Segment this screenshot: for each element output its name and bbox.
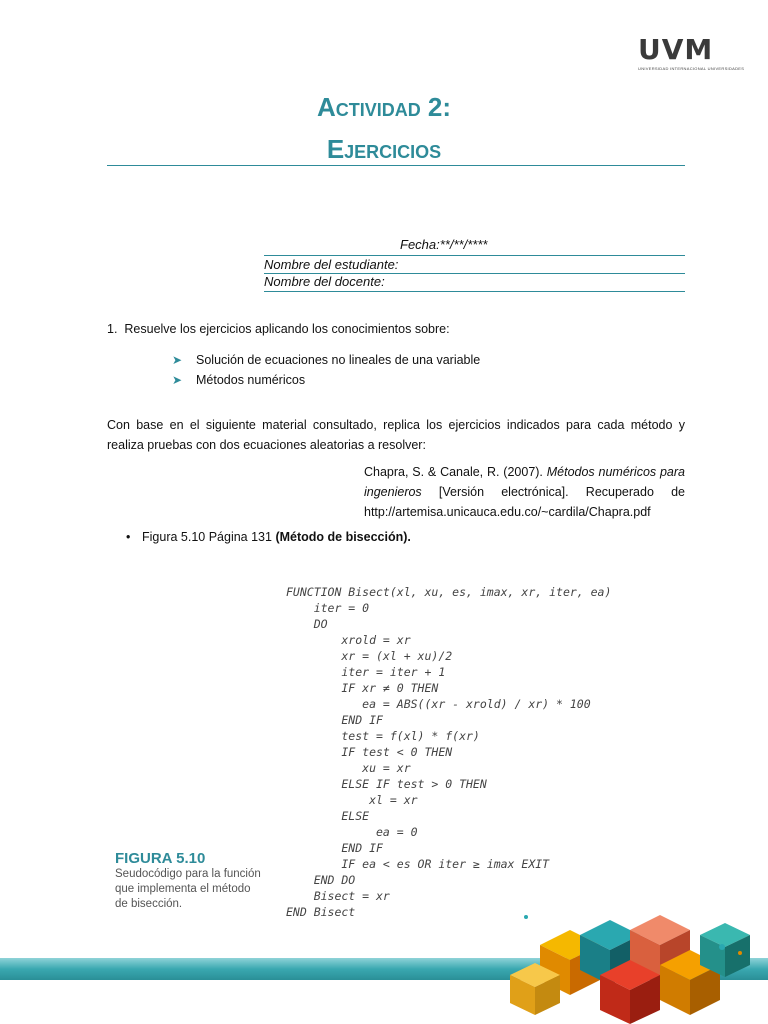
figure-list-item: [126, 530, 411, 544]
bullet-icon: •: [126, 530, 131, 544]
question-number: 1.: [107, 322, 118, 336]
list-item: ➤ Solución de ecuaciones no lineales de una variable: [172, 353, 481, 367]
logo-subtitle: UNIVERSIDAD INTERNACIONAL UNIVERSIDADES: [638, 66, 745, 71]
code-line: iter = iter + 1: [286, 665, 446, 679]
code-line: Bisect = xr: [286, 889, 390, 903]
code-line: END IF: [286, 841, 383, 855]
pseudocode-block: [286, 584, 611, 920]
code-line: ELSE IF test > 0 THEN: [286, 777, 487, 791]
form-line: [264, 291, 685, 292]
code-line: END Bisect: [286, 905, 356, 919]
arrow-bullet-icon: ➤: [172, 373, 183, 387]
code-line: ELSE: [286, 809, 370, 823]
instructions-paragraph: Con base en el siguiente material consultado, replica los ejercicios indicados para cada método y realiza pruebas con dos ecuaciones aleatorias a resolver:: [107, 418, 685, 452]
code-line: END IF: [286, 713, 383, 727]
decorative-cubes-graphic: [500, 905, 768, 1024]
title-divider: [107, 165, 685, 166]
code-line: IF test < 0 THEN: [286, 745, 453, 759]
page-title: Actividad 2:: [316, 92, 452, 122]
topic-list: [172, 350, 480, 390]
reference-rest: [Versión electrónica]. Recuperado de http://artemisa.unicauca.edu.co/~cardila/Chapra.pdf: [364, 485, 685, 519]
reference: [364, 462, 685, 522]
figure-caption-desc: Seudocódigo para la función que implementa el método de bisección.: [115, 868, 261, 910]
uvm-logo: [638, 33, 745, 72]
code-line: ea = ABS((xr - xrold) / xr) * 100: [286, 697, 591, 711]
figure-caption: [115, 850, 265, 912]
code-line: END DO: [286, 873, 356, 887]
code-line: DO: [286, 617, 328, 631]
teacher-name-label: Nombre del docente:: [264, 274, 385, 289]
code-line: FUNCTION Bisect(xl, xu, es, imax, xr, iter, ea): [286, 585, 612, 599]
code-line: xrold = xr: [286, 633, 411, 647]
code-line: xr = (xl + xu)/2: [286, 649, 453, 663]
figure-caption-title: FIGURA 5.10: [115, 850, 206, 867]
student-name-label: Nombre del estudiante:: [264, 257, 399, 272]
list-item: ➤ Métodos numéricos: [172, 373, 306, 387]
arrow-bullet-icon: ➤: [172, 353, 183, 367]
code-line: ea = 0: [286, 825, 418, 839]
figure-method: (Método de bisección).: [271, 530, 411, 544]
figure-ref: Figura 5.10 Página 131: [142, 530, 272, 544]
page-subtitle: Ejercicios: [326, 134, 442, 164]
code-line: test = f(xl) * f(xr): [286, 729, 480, 743]
logo-text: UVM: [638, 33, 714, 66]
code-line: iter = 0: [286, 601, 370, 615]
code-line: xu = xr: [286, 761, 411, 775]
reference-authors: Chapra, S. & Canale, R. (2007).: [364, 465, 547, 479]
form-line: [264, 255, 685, 256]
code-line: IF xr ≠ 0 THEN: [286, 681, 439, 695]
reference-title: Métodos numéricos para ingenieros: [364, 465, 685, 499]
code-line: xl = xr: [286, 793, 418, 807]
question-text: Resuelve los ejercicios aplicando los conocimientos sobre:: [124, 322, 450, 336]
question-1: [107, 322, 450, 336]
fecha-field: Fecha:**/**/****: [400, 237, 488, 252]
code-line: IF ea < es OR iter ≥ imax EXIT: [286, 857, 550, 871]
